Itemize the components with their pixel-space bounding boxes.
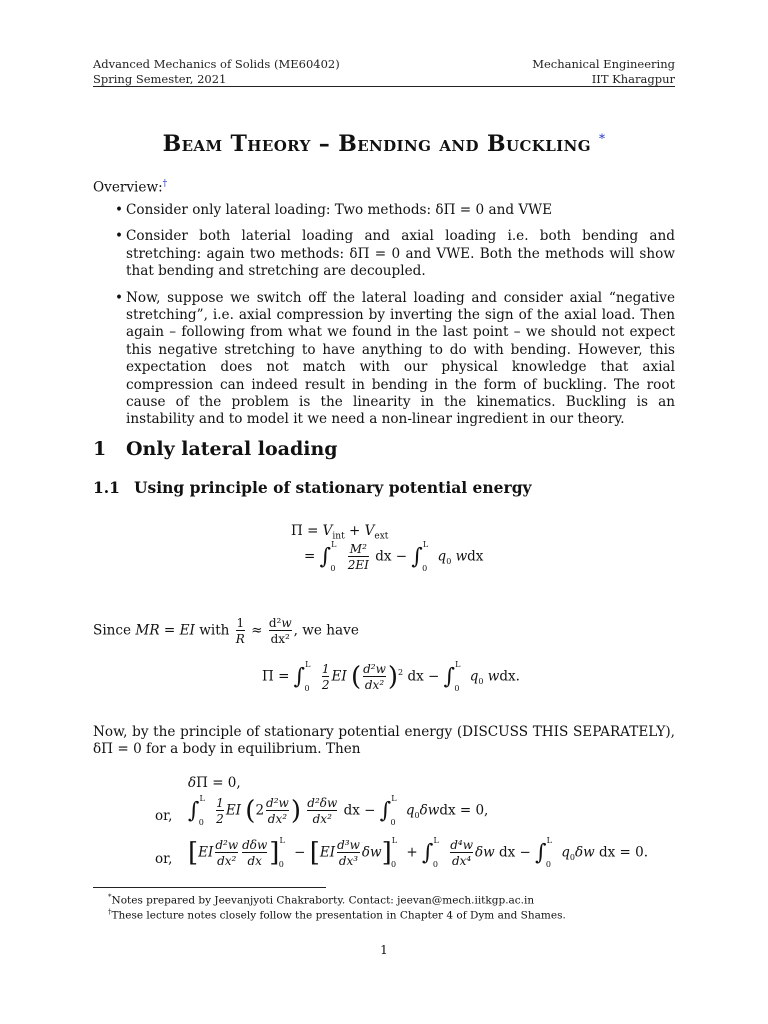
department: Mechanical Engineering [532, 57, 675, 71]
running-header-right [532, 57, 675, 87]
footnote-text: These lecture notes closely follow the presentation in Chapter 4 of Dym and Shames. [111, 909, 566, 922]
overview-list [93, 202, 675, 438]
footnote-rule [93, 887, 326, 888]
section-title: Using principle of stationary potential energy [134, 478, 532, 497]
since-statement: Since MR = EI with $\frac{1}{R}$ ≈ $\frac{\text{d²w}}{\text{dx²}}$ , we have [93, 616, 359, 646]
equation-potential-energy: $\Pi = V_{int} + V_{ext}$ [291, 523, 389, 542]
semester: Spring Semester, 2021 [93, 72, 227, 86]
list-item: • Now, suppose we switch off the lateral loading and consider axial “negative stretching”, i.e. axial compression by inverting the sign of the axial load. Then again – following from what we found in the last point – we should not expect this negative stretching to have anything to do with bending. However, this expectation does not match with our physical knowledge that axial compression can indeed result in bending in the form of buckling. The root cause of the problem is the linearity in the kinematics. Buckling is an instability and to model it we need a non-linear ingredient in our theory. [93, 290, 675, 429]
list-item: • Consider both laterial loading and axial loading i.e. both bending and stretching: again two methods: δΠ = 0 and VWE. Both the methods will show that bending and stretching are decoupled. [93, 228, 675, 280]
equation-first-variation: ∫$^L_0$ $\frac{1}{2}$ EI (2 $\frac{\text{d²w}}{\text{dx²}}$ ) $\frac{\text{d²δw}}{\text{dx²}}$ dx − ∫$^L_0$ $q_0\delta wdx = 0$, [188, 793, 489, 827]
equation-potential-energy-deflection: Π = ∫$^L_0$ $\frac{1}{2}$ EI ( $\frac{\text{d²w}}{\text{dx²}}$ )$^2$ dx − ∫$^L_0$ $q_0$ wdx. [262, 659, 520, 693]
list-item: • Consider only lateral loading: Two methods: δΠ = 0 and VWE [93, 202, 675, 219]
or-label: or, [155, 808, 173, 824]
overview-label [93, 176, 675, 197]
equation-integrated-by-parts: [EI $\frac{\text{d²w}}{\text{dx²}}$ $\frac{\text{dδw}}{dx}$ ]$^L_0$ − [EI $\frac{\text{d³w}}{\text{dx³}}$ δw]$^L_0$ + ∫$^L_0$ $\frac{\text{d⁴w}}{\text{dx⁴}}$ δw dx − ∫$^L_0$ $q_0\delta w$ dx = 0. [188, 835, 649, 869]
footnote-2 [108, 905, 566, 923]
section-heading-1 [93, 438, 338, 460]
section-title: Only lateral loading [126, 438, 338, 460]
equation-variation-zero: δΠ = 0, [188, 775, 241, 791]
section-number: 1.1 [93, 478, 120, 497]
title-text: Beam Theory – Bending and Buckling [162, 131, 591, 157]
page-number: 1 [380, 943, 388, 957]
title-footnote-mark[interactable]: * [598, 131, 606, 146]
footnote-mark: † [108, 908, 112, 916]
header-rule [93, 86, 675, 87]
running-header-left [93, 57, 340, 87]
document-title [0, 131, 768, 157]
course-name: Advanced Mechanics of Solids (ME60402) [93, 57, 340, 71]
institute: IIT Kharagpur [591, 72, 675, 86]
or-label: or, [155, 851, 173, 867]
principle-paragraph: Now, by the principle of stationary potential energy (DISCUSS THIS SEPARATELY), δΠ = 0 for a body in equilibrium. Then [93, 724, 675, 758]
overview-footnote-mark[interactable]: † [162, 179, 168, 189]
overview-label-text: Overview: [93, 179, 163, 196]
footnote-text: Notes prepared by Jeevanjyoti Chakraborty. Contact: jeevan@mech.iitkgp.ac.in [111, 894, 535, 907]
section-number: 1 [93, 438, 107, 460]
footnote-mark: * [108, 893, 112, 901]
equation-potential-energy-integral: = ∫$^L_0$ $\frac{\text{M²}}{2EI}$ dx − ∫$^L_0$ $q_0$ wdx [304, 539, 484, 573]
section-heading-1-1 [93, 478, 532, 497]
